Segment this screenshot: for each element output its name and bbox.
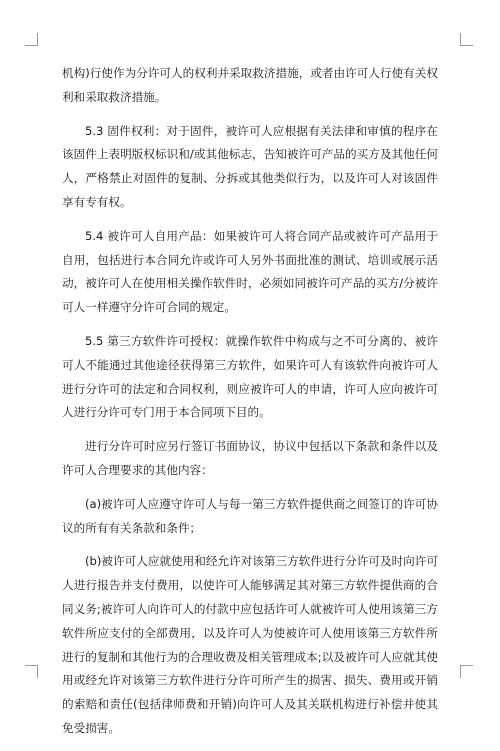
document-body (62, 62, 438, 751)
paragraph-clause-b: (b)被许可人应就使用和经允许对该第三方软件进行分许可及时向许可人进行报告并支付费用，以使许可人能够满足其对第三方软件提供商的合同义务;被许可人向许可人的付款中应包括许可人就被许可人使用该第三方软件所应支付的全部费用，以及许可人为使被许可人使用该第三方软件所进行的复制和其他行为的合理收费及相关管理成本;以及被许可人应就其使用或经允许对该第三方软件进行分许可所产生的损害、损失、费用或开销的索赔和责任(包括律师费和开销)向许可人及其关联机构进行补偿并使其免受损害。 (62, 554, 438, 735)
paragraph-continuation: 机构)行使作为分许可人的权利并采取救济措施，或者由许可人行使有关权利和采取救济措施。 (62, 66, 438, 104)
crop-mark-top-right (460, 33, 473, 46)
crop-mark-bottom-left (25, 665, 38, 678)
paragraph-5-4-self-use-products: 5.4 被许可人自用产品：如果被许可人将合同产品或被许可产品用于自用，包括进行本合同允许或许可人另外书面批准的测试、培训或展示活动，被许可人在使用相关操作软件时，必须如同被许可产品的买方/分被许可人一样遵守分许可合同的规定。 (62, 228, 438, 315)
paragraph-sublicense-agreement: 进行分许可时应另行签订书面协议，协议中包括以下条款和条件以及许可人合理要求的其他内容： (62, 439, 438, 477)
crop-mark-top-left (25, 33, 38, 46)
paragraph-clause-a: (a)被许可人应遵守许可人与每一第三方软件提供商之间签订的许可协议的所有有关条款和条件； (62, 496, 438, 535)
crop-mark-bottom-right (460, 665, 473, 678)
paragraph-5-5-third-party-license: 5.5 第三方软件许可授权：就操作软件中构成与之不可分离的、被许可人不能通过其他途径获得第三方软件，如果许可人有该软件向被许可人进行分许可的法定和合同权利，则应被许可人的申请，许可人应向被许可人进行分许可专门用于本合同项下目的。 (62, 333, 438, 420)
paragraph-5-3-firmware-rights: 5.3 固件权利：对于固件，被许可人应根据有关法律和审慎的程序在该固件上表明版权标识和/或其他标志，告知被许可产品的买方及其他任何人，严格禁止对固件的复制、分拆或其他类似行为，以及许可人对该固件享有专有权。 (62, 123, 438, 209)
